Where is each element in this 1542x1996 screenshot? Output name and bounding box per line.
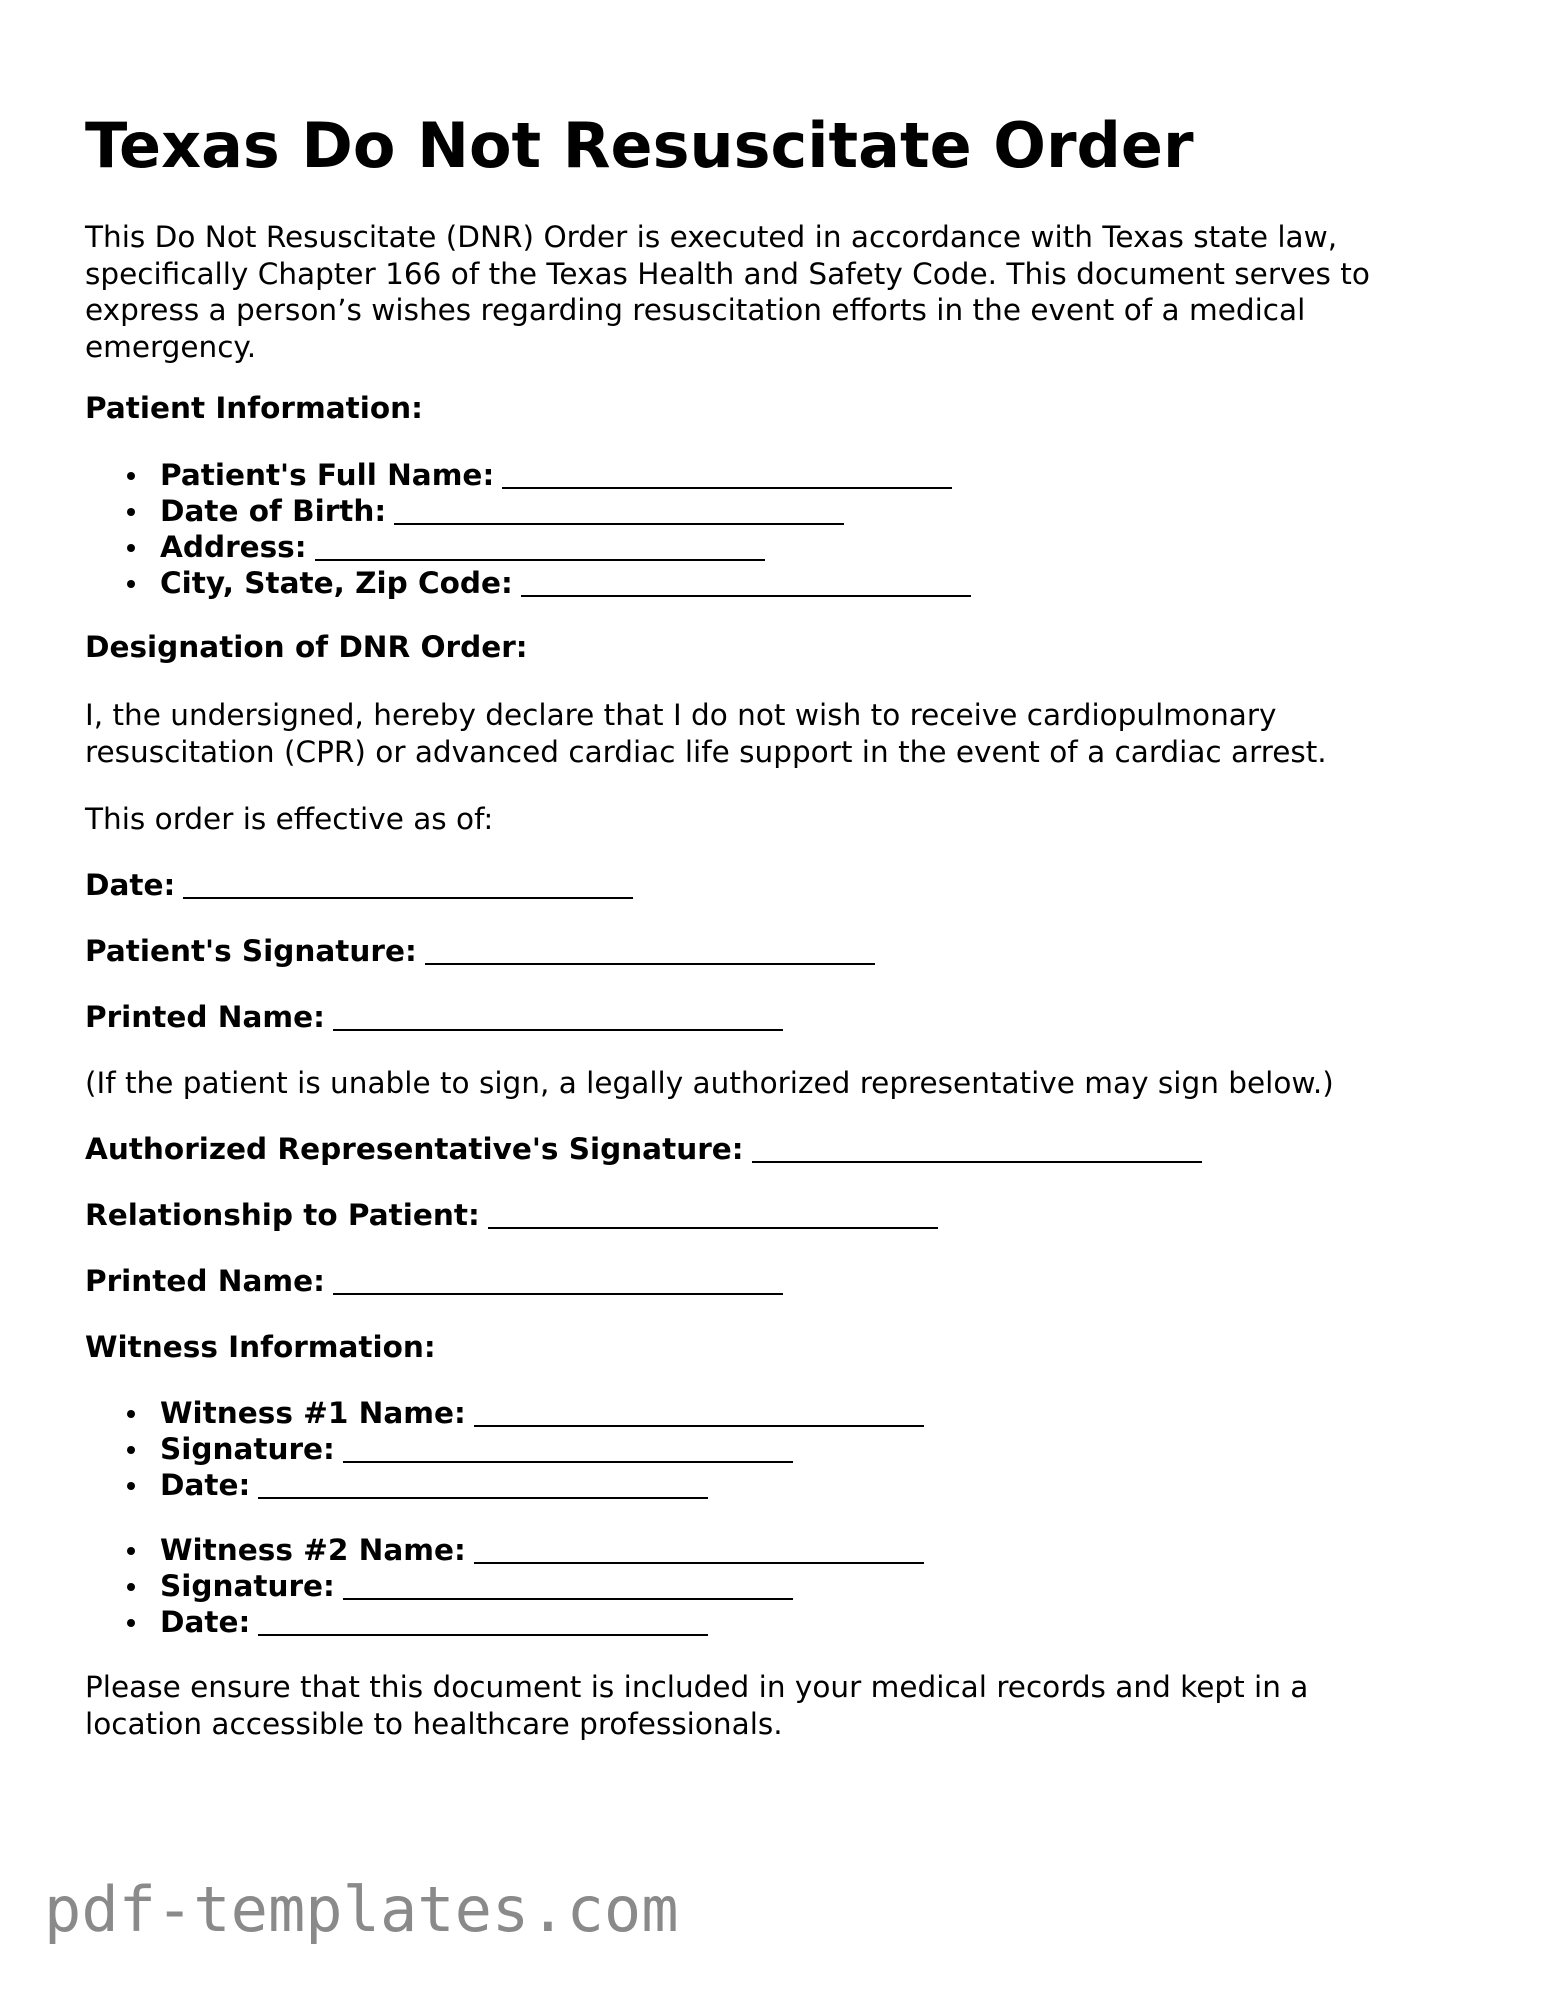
- date-of-birth-field[interactable]: [394, 522, 844, 525]
- date-of-birth-label: Date of Birth:: [160, 494, 387, 528]
- intro-line: This Do Not Resuscitate (DNR) Order is executed in accordance with Texas state law,: [85, 220, 1338, 254]
- witness2-name-label: Witness #2 Name:: [160, 1533, 466, 1567]
- list-item: [85, 1395, 924, 1431]
- witness1-signature-label: Signature:: [160, 1432, 335, 1466]
- closing-paragraph: [85, 1669, 1308, 1742]
- list-item: [85, 457, 971, 493]
- list-item: [85, 493, 971, 529]
- closing-line: location accessible to healthcare professionals.: [85, 1706, 783, 1741]
- list-item: [85, 1431, 924, 1467]
- watermark: pdf-templates.com: [44, 1873, 679, 1946]
- date-field[interactable]: [183, 896, 633, 899]
- unable-to-sign-note: (If the patient is unable to sign, a legally authorized representative may sign below.): [85, 1066, 1334, 1100]
- relationship-label: Relationship to Patient:: [85, 1198, 480, 1232]
- witness2-date-field[interactable]: [258, 1633, 708, 1636]
- date-label: Date:: [85, 868, 176, 902]
- city-state-zip-label: City, State, Zip Code:: [160, 566, 513, 600]
- intro-paragraph: [85, 219, 1370, 365]
- patient-signature-field[interactable]: [425, 962, 875, 965]
- patient-signature-label: Patient's Signature:: [85, 934, 417, 968]
- relationship-row: [85, 1197, 938, 1234]
- witness1-list: [85, 1395, 924, 1503]
- designation-line: I, the undersigned, hereby declare that I do not wish to receive cardiopulmonary: [85, 698, 1277, 732]
- address-label: Address:: [160, 530, 307, 564]
- list-item: [85, 529, 971, 565]
- witness1-name-field[interactable]: [474, 1424, 924, 1427]
- intro-line: specifically Chapter 166 of the Texas Health and Safety Code. This document serves to: [85, 256, 1370, 291]
- date-row: [85, 867, 633, 904]
- intro-line: express a person’s wishes regarding resuscitation efforts in the event of a medical: [85, 293, 1306, 327]
- rep-printed-name-row: [85, 1263, 783, 1300]
- witness1-name-label: Witness #1 Name:: [160, 1396, 466, 1430]
- list-item: [85, 1568, 924, 1604]
- patient-info-list: [85, 457, 971, 601]
- rep-signature-row: [85, 1131, 1202, 1168]
- patient-signature-row: [85, 933, 875, 970]
- witness1-signature-field[interactable]: [343, 1460, 793, 1463]
- rep-printed-name-label: Printed Name:: [85, 1264, 325, 1298]
- list-item: [85, 1467, 924, 1503]
- document-title: Texas Do Not Resuscitate Order: [85, 109, 1194, 182]
- list-item: [85, 1604, 924, 1640]
- witness1-date-field[interactable]: [258, 1496, 708, 1499]
- designation-line: resuscitation (CPR) or advanced cardiac life support in the event of a cardiac arrest.: [85, 734, 1327, 769]
- printed-name-field[interactable]: [333, 1028, 783, 1031]
- witness1-date-label: Date:: [160, 1468, 251, 1502]
- list-item: [85, 565, 971, 601]
- rep-signature-field[interactable]: [752, 1160, 1202, 1163]
- intro-line: emergency.: [85, 329, 257, 364]
- list-item: [85, 1532, 924, 1568]
- witness2-date-label: Date:: [160, 1605, 251, 1639]
- city-state-zip-field[interactable]: [521, 594, 971, 597]
- closing-line: Please ensure that this document is included in your medical records and kept in a: [85, 1670, 1309, 1704]
- designation-paragraph: [85, 697, 1327, 770]
- patient-full-name-label: Patient's Full Name:: [160, 458, 495, 492]
- witness2-list: [85, 1532, 924, 1640]
- effective-text: This order is effective as of:: [85, 802, 494, 836]
- rep-printed-name-field[interactable]: [333, 1292, 783, 1295]
- designation-heading: Designation of DNR Order:: [85, 630, 528, 664]
- witness-heading: Witness Information:: [85, 1330, 436, 1364]
- printed-name-row: [85, 999, 783, 1036]
- witness2-name-field[interactable]: [474, 1561, 924, 1564]
- patient-full-name-field[interactable]: [502, 486, 952, 489]
- printed-name-label: Printed Name:: [85, 1000, 325, 1034]
- witness2-signature-field[interactable]: [343, 1597, 793, 1600]
- relationship-field[interactable]: [488, 1226, 938, 1229]
- patient-info-heading: Patient Information:: [85, 391, 423, 425]
- witness2-signature-label: Signature:: [160, 1569, 335, 1603]
- rep-signature-label: Authorized Representative's Signature:: [85, 1132, 744, 1166]
- address-field[interactable]: [315, 558, 765, 561]
